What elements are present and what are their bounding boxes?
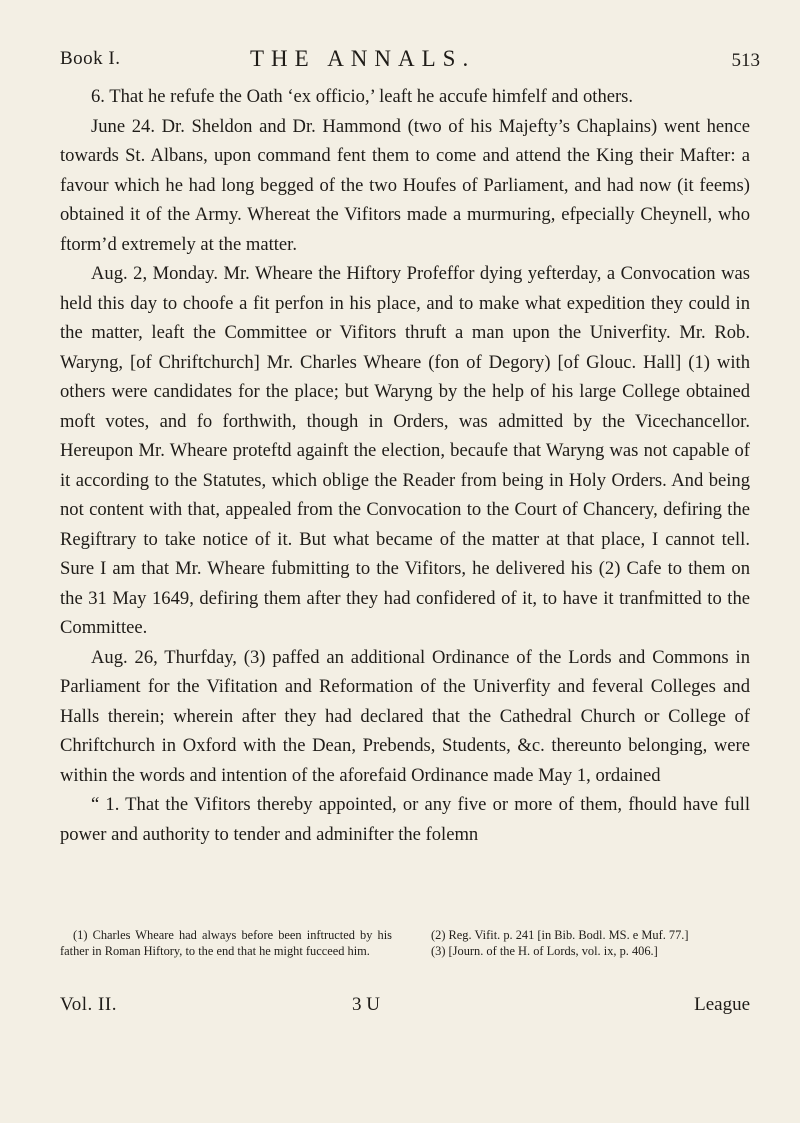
footnote-column-left [60, 928, 392, 959]
volume-label: Vol. II. [60, 994, 117, 1015]
paragraph-aug-26: Aug. 26, Thurfday, (3) paffed an additional Ordinance of the Lords and Commons in Parliament for the Vifitation and Reformation of the Univerfity and feveral Colleges and Halls therein; wherein after they had declared that the Cathedral Church or College of Chriftchurch in Oxford with the Dean, Prebends, Students, &c. thereunto belonging, were within the words and intention of the aforefaid Ordinance made May 1, ordained [60, 646, 750, 786]
page-footer [60, 994, 750, 1022]
footnote-3: (3) [Journ. of the H. of Lords, vol. ix, p. 406.] [431, 943, 658, 958]
running-head [60, 46, 760, 76]
footnote-column-right [418, 928, 750, 959]
footnote-2: (2) Reg. Vifit. p. 241 [in Bib. Bodl. MS. e Muf. 77.] [431, 928, 689, 942]
paragraph-oath: 6. That he refufe the Oath ‘ex officio,’ leaft he accufe himfelf and others. [91, 86, 634, 107]
body-text [60, 82, 750, 849]
paragraph-ordinance-item-1: “ 1. That the Vifitors thereby appointed, or any five or more of them, fhould have full power and authority to tender and adminifter the folemn [60, 794, 750, 845]
book-label: Book I. [60, 48, 121, 69]
footnote-1: (1) Charles Wheare had always before been inftructed by his father in Roman Hiftory, to the end that he might fucceed him. [60, 928, 392, 958]
page-number: 513 [731, 50, 760, 71]
signature-mark: 3 U [352, 994, 380, 1015]
catchword: League [694, 994, 750, 1015]
paragraph-june-24: June 24. Dr. Sheldon and Dr. Hammond (two of his Majefty’s Chaplains) went hence towards St. Albans, upon command fent them to come and attend the King their Mafter: a favour which he had long begged of the two Houfes of Parliament, and had now (it feems) obtained it of the Army. Whereat the Vifitors made a murmuring, efpecially Cheynell, who ftorm’d extremely at the matter. [60, 115, 750, 255]
running-title: THE ANNALS. [250, 46, 476, 71]
footnotes [60, 928, 750, 959]
paragraph-aug-2: Aug. 2, Monday. Mr. Wheare the Hiftory Profeffor dying yefterday, a Convocation was held this day to choofe a fit perfon in his place, and to make what expedition they could in the matter, leaft the Committee or Vifitors thruft a man upon the Univerfity. Mr. Rob. Waryng, [of Chriftchurch] Mr. Charles Wheare (fon of Degory) [of Glouc. Hall] (1) with others were candidates for the place; but Waryng by the help of his large College obtained moft votes, and fo forthwith, though in Orders, was admitted by the Vicechancellor. Hereupon Mr. Wheare proteftd againft the election, becaufe that Waryng was not capable of it according to the Statutes, which oblige the Reader from being in Holy Orders. And being not content with that, appealed from the Convocation to the Court of Chancery, defiring the Regiftrary to take notice of it. But what became of the matter at that place, I cannot tell. Sure I am that Mr. Wheare fubmitting to the Vifitors, he delivered his (2) Cafe to them on the 31 May 1649, defiring them after they had confidered of it, to have it tranfmitted to the Committee. [60, 263, 750, 638]
